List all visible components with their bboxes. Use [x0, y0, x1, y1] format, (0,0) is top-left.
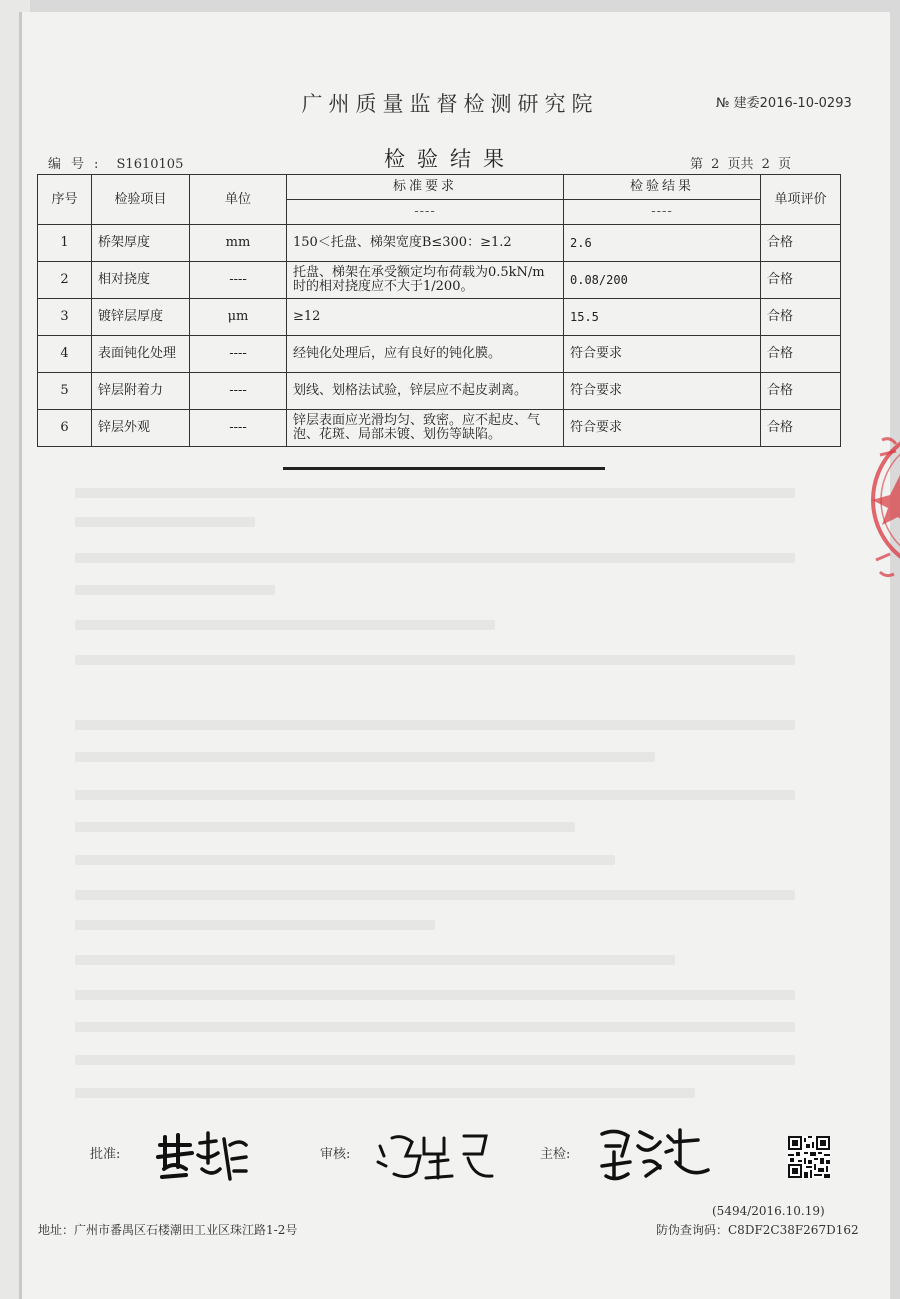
cell-unit: ---- — [190, 262, 287, 299]
approver-signature — [150, 1125, 250, 1185]
cell-unit: ---- — [190, 373, 287, 410]
bleed-through-line — [75, 488, 795, 498]
serial-label: 编号: — [48, 157, 109, 172]
cell-unit: ---- — [190, 336, 287, 373]
bleed-through-line — [75, 790, 795, 800]
cell-standard: 划线、划格法试验，锌层应不起皮剥离。 — [287, 373, 564, 410]
bleed-through-line — [75, 1055, 795, 1065]
table-row — [38, 410, 841, 447]
cell-standard: 150＜托盘、梯架宽度B≤300：≥1.2 — [287, 225, 564, 262]
institute-name: 广州质量监督检测研究院 — [301, 92, 599, 116]
inspector-signature — [596, 1122, 712, 1186]
cell-standard: 托盘、梯架在承受额定均布荷载为0.5kN/m时的相对挠度应不大于1/200。 — [287, 262, 564, 299]
header-unit: 单位 — [190, 175, 287, 225]
cell-standard: 锌层表面应光滑均匀、致密。应不起皮、气泡、花斑、局部未镀、划伤等缺陷。 — [287, 410, 564, 447]
bleed-through-line — [75, 752, 655, 762]
certificate-number: № 建委2016-10-0293 — [716, 96, 852, 111]
cell-eval: 合格 — [761, 410, 841, 447]
cell-eval: 合格 — [761, 299, 841, 336]
table-row — [38, 336, 841, 373]
cell-result: 15.5 — [564, 299, 761, 336]
cell-result: 0.08/200 — [564, 262, 761, 299]
cell-seq: 3 — [38, 299, 92, 336]
cell-eval: 合格 — [761, 262, 841, 299]
bleed-through-line — [75, 955, 675, 965]
reviewer-signature — [372, 1128, 502, 1184]
table-header-row — [38, 175, 841, 200]
cell-result: 符合要求 — [564, 336, 761, 373]
bleed-through-line — [75, 855, 615, 865]
bleed-through-line — [75, 517, 255, 527]
qr-code-icon — [788, 1136, 830, 1178]
cell-standard: 经钝化处理后，应有良好的钝化膜。 — [287, 336, 564, 373]
report-code: (5494/2016.10.19) — [712, 1204, 825, 1218]
cell-result: 符合要求 — [564, 373, 761, 410]
inspect-label: 主检: — [540, 1147, 571, 1162]
cell-seq: 6 — [38, 410, 92, 447]
table-row — [38, 225, 841, 262]
result-subheader: ---- — [564, 200, 761, 225]
cell-seq: 2 — [38, 262, 92, 299]
bleed-through-line — [75, 822, 575, 832]
cell-unit: μm — [190, 299, 287, 336]
cell-standard: ≥12 — [287, 299, 564, 336]
red-seal-stamp — [860, 400, 900, 600]
header-seq: 序号 — [38, 175, 92, 225]
header-item: 检验项目 — [92, 175, 190, 225]
bleed-through-line — [75, 1022, 795, 1032]
bleed-through-line — [75, 553, 795, 563]
cell-item: 相对挠度 — [92, 262, 190, 299]
cell-seq: 1 — [38, 225, 92, 262]
cell-eval: 合格 — [761, 373, 841, 410]
bleed-through-line — [75, 890, 795, 900]
cell-item: 镀锌层厚度 — [92, 299, 190, 336]
bleed-through-line — [75, 1088, 695, 1098]
serial-number — [48, 153, 183, 172]
bleed-through-line — [75, 655, 795, 665]
cell-seq: 4 — [38, 336, 92, 373]
cell-result: 符合要求 — [564, 410, 761, 447]
cell-item: 桥架厚度 — [92, 225, 190, 262]
results-table — [37, 174, 841, 447]
cell-unit: ---- — [190, 410, 287, 447]
end-of-table-rule — [283, 467, 605, 470]
standard-subheader: ---- — [287, 200, 564, 225]
table-row — [38, 262, 841, 299]
table-row — [38, 299, 841, 336]
review-label: 审核: — [320, 1147, 351, 1162]
cell-seq: 5 — [38, 373, 92, 410]
cell-item: 表面钝化处理 — [92, 336, 190, 373]
cell-result: 2.6 — [564, 225, 761, 262]
page-info: 第 2 页共 2 页 — [690, 157, 792, 172]
serial-value: S1610105 — [116, 157, 184, 172]
bleed-through-line — [75, 720, 795, 730]
cell-item: 锌层附着力 — [92, 373, 190, 410]
cell-eval: 合格 — [761, 336, 841, 373]
bleed-through-line — [75, 990, 795, 1000]
table-row — [38, 373, 841, 410]
header-result: 检验结果 — [564, 175, 761, 200]
cell-eval: 合格 — [761, 225, 841, 262]
anti-fake-code: 防伪查询码：C8DF2C38F267D162 — [656, 1223, 859, 1237]
bleed-through-line — [75, 585, 275, 595]
header-evaluation: 单项评价 — [761, 175, 841, 225]
approve-label: 批准: — [90, 1147, 121, 1162]
cell-unit: mm — [190, 225, 287, 262]
address: 地址：广州市番禺区石楼潮田工业区珠江路1-2号 — [38, 1223, 298, 1237]
cell-item: 锌层外观 — [92, 410, 190, 447]
page-title: 检验结果 — [384, 147, 516, 171]
header-standard: 标准要求 — [287, 175, 564, 200]
bleed-through-line — [75, 620, 495, 630]
bleed-through-line — [75, 920, 435, 930]
